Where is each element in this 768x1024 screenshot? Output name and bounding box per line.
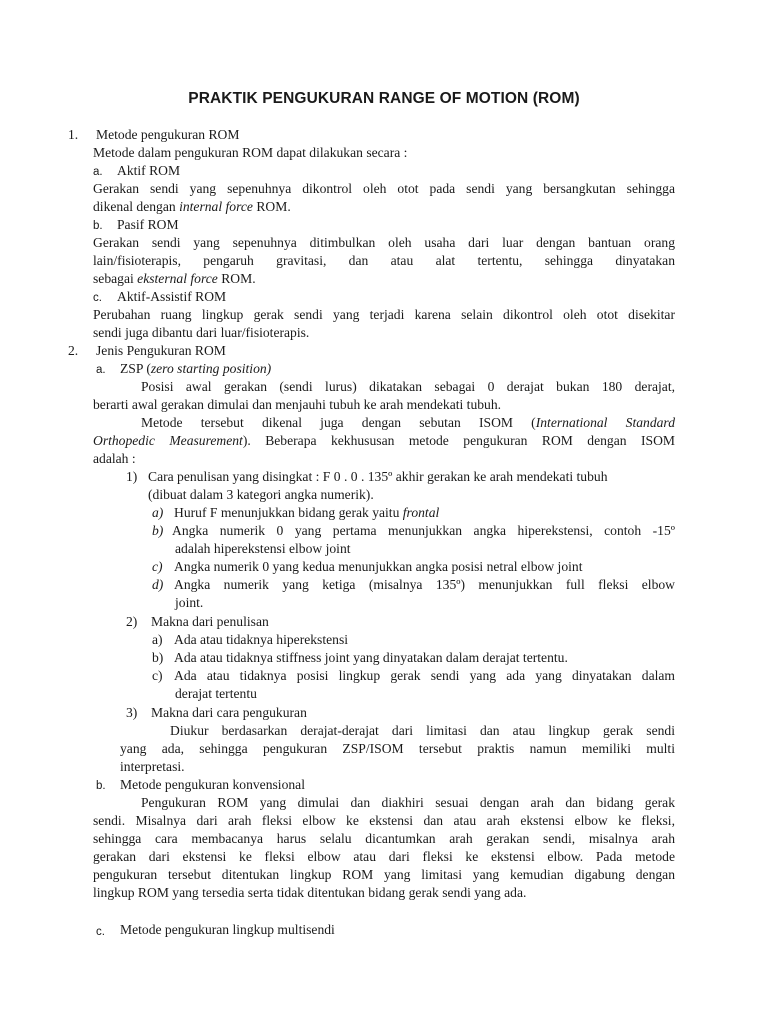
item-1b-marker: b. [93, 220, 103, 232]
subitem-2c-marker: c) [152, 668, 163, 683]
subitem-2-marker: 2) [126, 614, 138, 629]
subitem-2a-text: Ada atau tidaknya hiperekstensi [174, 632, 349, 647]
item-2a-para-2-line-3: adalah : [93, 451, 136, 466]
item-2a-para-2-line-2: Orthopedic Measurement). Beberapa kekhususan metode pengukuran ROM dengan ISOM [93, 433, 675, 448]
item-2b-marker: b. [96, 780, 106, 792]
subitem-1a-marker: a) [152, 505, 164, 520]
subitem-3-marker: 3) [126, 705, 138, 720]
item-1b-text-line-2: lain/fisioterapis, pengaruh gravitasi, dan atau alat tertentu, sehingga dinyatakan [93, 253, 675, 268]
subitem-3-line-3: interpretasi. [120, 759, 185, 774]
item-2b-line-5: pengukuran tersebut ditentukan lingkup ROM yang limitasi yang kemudian digabung dengan [93, 867, 675, 882]
section-2-heading: Jenis Pengukuran ROM [96, 343, 226, 358]
subitem-1-line-1: Cara penulisan yang disingkat : F 0 . 0 . 135º akhir gerakan ke arah mendekati tubuh [148, 469, 608, 484]
page-title: PRAKTIK PENGUKURAN RANGE OF MOTION (ROM) [188, 90, 580, 107]
subitem-2c-line-1: Ada atau tidaknya posisi lingkup gerak sendi yang ada yang dinyatakan dalam [174, 668, 675, 683]
item-1a-heading: Aktif ROM [117, 163, 181, 178]
section-1-heading: Metode pengukuran ROM [96, 127, 240, 142]
item-2c-heading: Metode pengukuran lingkup multisendi [120, 922, 335, 937]
subitem-2c-line-2: derajat tertentu [175, 686, 257, 701]
subitem-1d-line-2: joint. [175, 595, 204, 610]
item-2b-line-4: gerakan dari ekstensi ke fleksi elbow atau dari fleksi ke ekstensi elbow. Pada metode [93, 849, 675, 864]
item-1a-marker: a. [93, 166, 103, 178]
subitem-1b-marker: b) [152, 523, 164, 538]
item-1c-text-line-1: Perubahan ruang lingkup gerak sendi yang terjadi karena selain dikontrol oleh otot disekitar [93, 307, 675, 322]
section-1-intro: Metode dalam pengukuran ROM dapat dilakukan secara : [93, 145, 408, 160]
subitem-2a-marker: a) [152, 632, 163, 647]
subitem-3-heading: Makna dari cara pengukuran [151, 705, 307, 720]
item-2a-heading: ZSP (zero starting position) [120, 361, 272, 376]
subitem-2-heading: Makna dari penulisan [151, 614, 269, 629]
item-1a-text-line-1: Gerakan sendi yang sepenuhnya dikontrol oleh otot pada sendi yang bersangkutan sehingga [93, 181, 675, 196]
subitem-1b-line-1: Angka numerik 0 yang pertama menunjukkan angka hiperekstensi, contoh -15º [172, 523, 675, 538]
subitem-1-marker: 1) [126, 469, 138, 484]
subitem-1c-marker: c) [152, 559, 163, 574]
item-2b-line-6: lingkup ROM yang tersedia serta tidak ditentukan bidang gerak sendi yang ada. [93, 885, 527, 900]
subitem-1c-text: Angka numerik 0 yang kedua menunjukkan angka posisi netral elbow joint [174, 559, 583, 574]
item-2b-line-2: sendi. Misalnya dari arah fleksi elbow ke ekstensi dan atau arah ekstensi elbow ke fleksi, [93, 813, 675, 828]
item-2b-line-3: sehingga cara membacanya harus selalu dicantumkan arah gerakan sendi, misalnya arah [93, 831, 675, 846]
section-2-marker: 2. [68, 343, 79, 358]
subitem-1a-text: Huruf F menunjukkan bidang gerak yaitu frontal [174, 505, 440, 520]
item-2b-line-1: Pengukuran ROM yang dimulai dan diakhiri sesuai dengan arah dan bidang gerak [141, 795, 675, 810]
item-2a-para-1-line-2: berarti awal gerakan dimulai dan menjauhi tubuh ke arah mendekati tubuh. [93, 397, 502, 412]
item-2b-heading: Metode pengukuran konvensional [120, 777, 305, 792]
item-2a-para-2-line-1: Metode tersebut dikenal juga dengan sebutan ISOM (International Standard [141, 415, 676, 430]
subitem-2b-text: Ada atau tidaknya stiffness joint yang dinyatakan dalam derajat tertentu. [174, 650, 568, 665]
item-1a-text-line-2: dikenal dengan internal force ROM. [93, 199, 291, 214]
subitem-1d-marker: d) [152, 577, 164, 592]
subitem-3-line-1: Diukur berdasarkan derajat-derajat dari limitasi dan atau lingkup gerak sendi [170, 723, 675, 738]
item-1b-text-line-3: sebagai eksternal force ROM. [93, 271, 256, 286]
item-2a-marker: a. [96, 364, 106, 376]
subitem-1b-line-2: adalah hiperekstensi elbow joint [175, 541, 351, 556]
item-2c-marker: c. [96, 926, 105, 938]
subitem-1-line-2: (dibuat dalam 3 kategori angka numerik). [148, 487, 374, 502]
item-2a-para-1-line-1: Posisi awal gerakan (sendi lurus) dikatakan sebagai 0 derajat bukan 180 derajat, [141, 379, 675, 394]
item-1c-text-line-2: sendi juga dibantu dari luar/fisioterapis. [93, 325, 310, 340]
item-1b-heading: Pasif ROM [117, 217, 179, 232]
subitem-3-line-2: yang ada, sehingga pengukuran ZSP/ISOM tersebut praktis namun memiliki multi [120, 741, 675, 756]
item-1c-heading: Aktif-Assistif ROM [117, 289, 227, 304]
subitem-1d-line-1: Angka numerik yang ketiga (misalnya 135º) menunjukkan full fleksi elbow [174, 577, 675, 592]
section-1-marker: 1. [68, 127, 79, 142]
subitem-2b-marker: b) [152, 650, 164, 665]
item-1b-text-line-1: Gerakan sendi yang sepenuhnya ditimbulkan oleh usaha dari luar dengan bantuan orang [93, 235, 675, 250]
item-1c-marker: c. [93, 292, 102, 304]
